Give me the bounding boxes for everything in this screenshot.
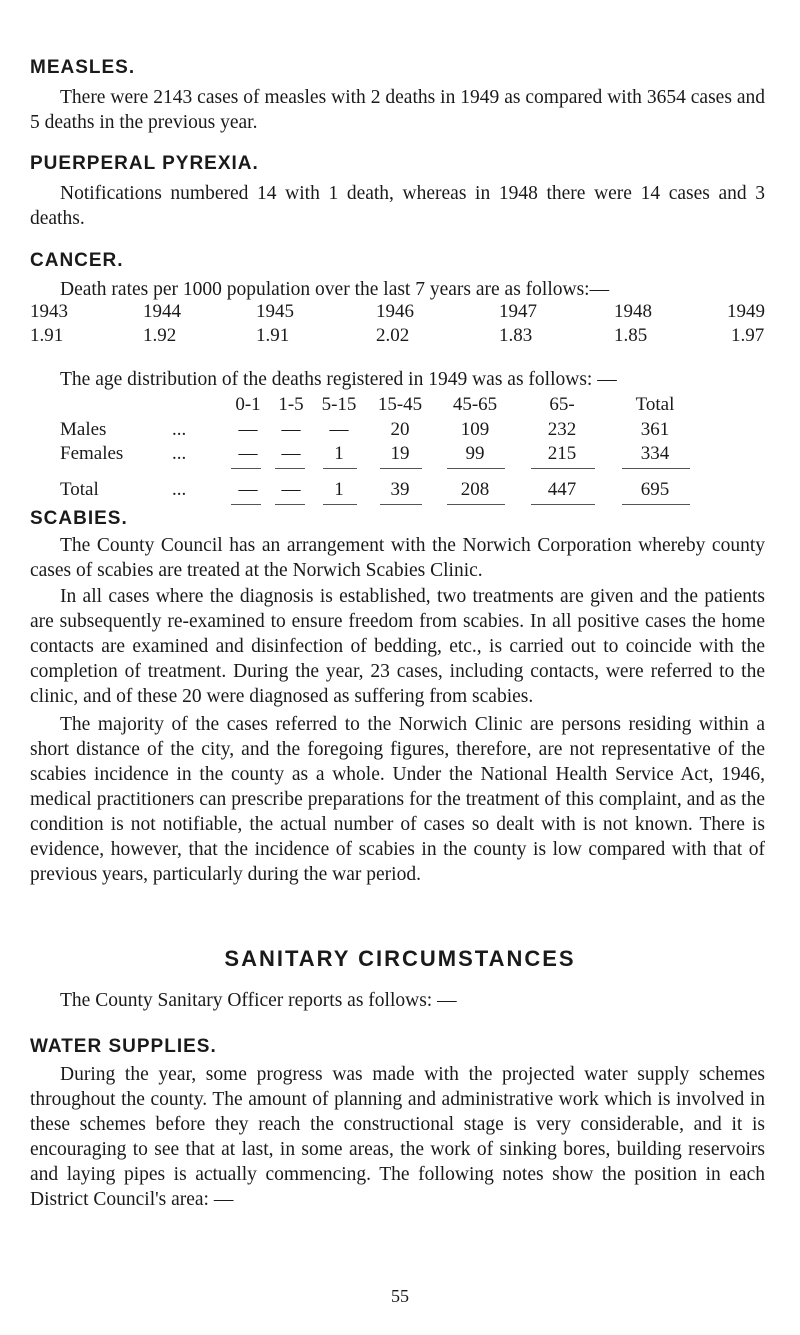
table-cell: 232 — [547, 419, 577, 440]
puerperal-text: Notifications numbered 14 with 1 death, whereas in 1948 there were 14 cases and 3 deaths. — [30, 183, 765, 229]
table-cell: 39 — [390, 479, 410, 500]
table-cell: — — [329, 419, 349, 440]
column-header: Total — [635, 394, 675, 415]
table-cell: 19 — [390, 443, 410, 464]
table-rule — [231, 504, 261, 505]
year-cell: 1945 — [256, 301, 294, 322]
scabies-heading: SCABIES. — [30, 508, 128, 529]
column-header: 5-15 — [321, 394, 357, 415]
cancer-age-intro: The age distribution of the deaths registered in 1949 was as follows: — — [60, 369, 617, 390]
table-rule — [323, 468, 357, 469]
rate-cell: 1.83 — [499, 325, 533, 346]
year-cell: 1946 — [376, 301, 414, 322]
column-header: 1-5 — [278, 394, 304, 415]
cancer-years-row — [30, 301, 770, 325]
column-header: 65- — [549, 394, 575, 415]
water-heading: WATER SUPPLIES. — [30, 1036, 217, 1057]
table-cell: — — [238, 479, 258, 500]
table-cell: 695 — [640, 479, 670, 500]
measles-text: There were 2143 cases of measles with 2 deaths in 1949 as compared with 3654 cases and 5 deaths in the previous year. — [30, 87, 765, 133]
table-row-females — [0, 443, 800, 467]
table-cell: 20 — [390, 419, 410, 440]
table-cell: — — [238, 419, 258, 440]
table-rule — [323, 504, 357, 505]
year-cell: 1947 — [499, 301, 537, 322]
rate-cell: 1.91 — [30, 325, 64, 346]
cancer-heading: CANCER. — [30, 250, 124, 271]
rate-cell: 1.91 — [256, 325, 290, 346]
table-cell: 361 — [640, 419, 670, 440]
table-rule — [447, 504, 505, 505]
rate-cell: 1.85 — [614, 325, 648, 346]
year-cell: 1948 — [614, 301, 652, 322]
row-label: Females — [60, 443, 124, 464]
table-row-total — [0, 479, 800, 503]
water-text: During the year, some progress was made with the projected water supply schemes throughout the county. The amount of planning and administrative work which is involved in these schemes before they reach the constructional stage is very considerable, and it is encouraging to see that at last, in some areas, the work of sinking bores, building reservoirs and laying pipes is actually commencing. The following notes show the position in each District Council's area: — — [30, 1064, 765, 1210]
table-rule — [622, 504, 690, 505]
table-rule — [531, 468, 595, 469]
table-rule — [380, 468, 422, 469]
rate-cell: 2.02 — [376, 325, 410, 346]
measles-heading: MEASLES. — [30, 57, 136, 78]
table-cell: 208 — [460, 479, 490, 500]
cancer-rates-intro: Death rates per 1000 population over the last 7 years are as follows:— — [60, 279, 610, 300]
rate-cell: 1.92 — [143, 325, 177, 346]
rate-cell: 1.97 — [731, 325, 765, 346]
year-cell: 1949 — [727, 301, 765, 322]
table-rule — [447, 468, 505, 469]
table-rule — [275, 504, 305, 505]
table-cell: 1 — [334, 443, 344, 464]
sanitary-banner: SANITARY CIRCUMSTANCES — [224, 946, 576, 971]
table-cell: 109 — [460, 419, 490, 440]
table-cell: — — [281, 419, 301, 440]
row-dots: ... — [172, 479, 187, 500]
column-header: 0-1 — [235, 394, 261, 415]
year-cell: 1944 — [143, 301, 181, 322]
table-rule — [531, 504, 595, 505]
table-row-males — [0, 419, 800, 443]
table-cell: 447 — [547, 479, 577, 500]
table-cell: 1 — [334, 479, 344, 500]
scabies-paragraph-1: The County Council has an arrangement with the Norwich Corporation whereby county cases of scabies are treated at the Norwich Scabies Clinic. — [30, 535, 765, 581]
table-rule — [231, 468, 261, 469]
table-rule — [275, 468, 305, 469]
puerperal-heading: PUERPERAL PYREXIA. — [30, 153, 259, 174]
row-label: Total — [60, 479, 99, 500]
cancer-rates-row — [30, 325, 770, 349]
table-rule — [622, 468, 690, 469]
table-rule — [380, 504, 422, 505]
row-dots: ... — [172, 443, 187, 464]
sanitary-intro: The County Sanitary Officer reports as follows: — — [60, 990, 457, 1011]
table-cell: 215 — [547, 443, 577, 464]
scabies-paragraph-3: The majority of the cases referred to the Norwich Clinic are persons residing within a short distance of the city, and the foregoing figures, therefore, are not representative of the scabies incidence in the county as a whole. Under the National Health Service Act, 1946, medical practitioners can prescribe preparations for the treatment of this complaint, and as the condition is not notifiable, the actual number of cases so dealt with is not known. There is evidence, however, that the incidence of scabies in the county is low compared with that of previous years, particularly during the war period. — [30, 714, 765, 885]
table-cell: 334 — [640, 443, 670, 464]
scabies-paragraph-2: In all cases where the diagnosis is established, two treatments are given and the patients are subsequently re-examined to ensure freedom from scabies. In all positive cases the home contacts are examined and disinfection of bedding, etc., is carried out to coincide with the completion of treatment. During the year, 23 cases, including contacts, were referred to the clinic, and of these 20 were diagnosed as suffering from scabies. — [30, 586, 765, 707]
table-cell: — — [238, 443, 258, 464]
age-table-header — [0, 394, 800, 418]
row-label: Males — [60, 419, 107, 440]
column-header: 15-45 — [377, 394, 423, 415]
table-cell: 99 — [465, 443, 485, 464]
row-dots: ... — [172, 419, 187, 440]
page-number: 55 — [391, 1286, 409, 1306]
table-cell: — — [281, 443, 301, 464]
year-cell: 1943 — [30, 301, 68, 322]
column-header: 45-65 — [452, 394, 498, 415]
table-cell: — — [281, 479, 301, 500]
